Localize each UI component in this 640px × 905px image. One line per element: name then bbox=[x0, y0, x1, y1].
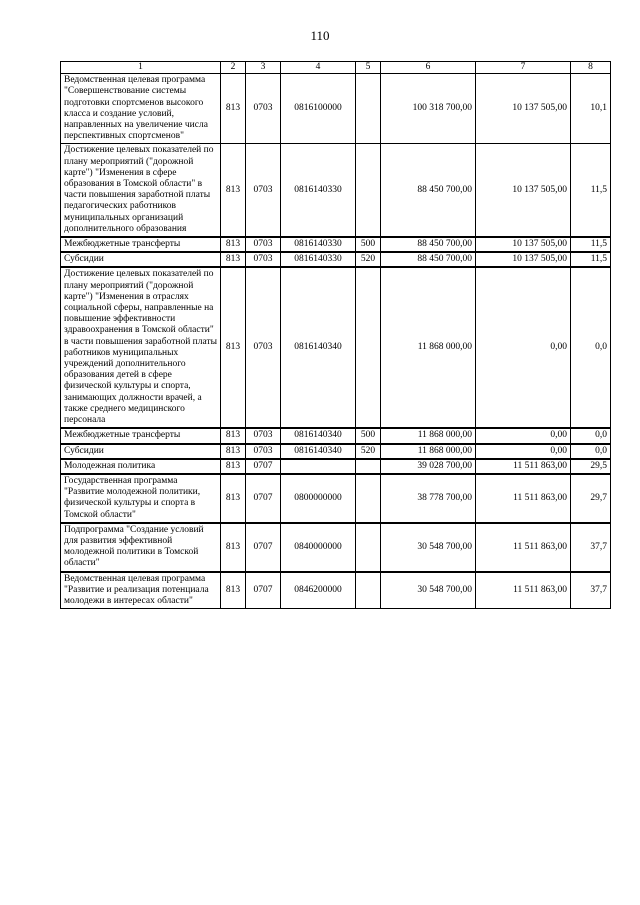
row-col3: 0703 bbox=[246, 74, 281, 144]
table-row bbox=[61, 267, 611, 428]
row-col4: 0816100000 bbox=[281, 74, 356, 144]
row-col4: 0816140330 bbox=[281, 252, 356, 267]
row-col2: 813 bbox=[221, 523, 246, 572]
row-col2: 813 bbox=[221, 572, 246, 609]
row-col8: 37,7 bbox=[571, 572, 611, 609]
row-col2: 813 bbox=[221, 267, 246, 428]
row-col6: 11 868 000,00 bbox=[381, 428, 476, 443]
table-row bbox=[61, 74, 611, 144]
header-cell: 6 bbox=[381, 62, 476, 74]
row-col5 bbox=[356, 267, 381, 428]
row-col2: 813 bbox=[221, 74, 246, 144]
row-col5: 500 bbox=[356, 428, 381, 443]
row-col4: 0816140340 bbox=[281, 267, 356, 428]
row-name: Субсидии bbox=[61, 252, 221, 267]
header-cell: 4 bbox=[281, 62, 356, 74]
table-row bbox=[61, 144, 611, 237]
row-name: Субсидии bbox=[61, 444, 221, 459]
row-col8: 29,5 bbox=[571, 459, 611, 474]
row-col5 bbox=[356, 523, 381, 572]
row-col6: 38 778 700,00 bbox=[381, 474, 476, 523]
row-col6: 88 450 700,00 bbox=[381, 252, 476, 267]
row-col3: 0707 bbox=[246, 523, 281, 572]
row-col7: 0,00 bbox=[476, 444, 571, 459]
table-row bbox=[61, 474, 611, 523]
row-col3: 0703 bbox=[246, 144, 281, 237]
row-col3: 0703 bbox=[246, 444, 281, 459]
row-col4: 0816140340 bbox=[281, 428, 356, 443]
row-name: Ведомственная целевая программа "Развитие и реализация потенциала молодежи в интересах области" bbox=[61, 572, 221, 609]
table-row bbox=[61, 459, 611, 474]
row-col7: 10 137 505,00 bbox=[476, 74, 571, 144]
row-col8: 11,5 bbox=[571, 252, 611, 267]
row-col5: 500 bbox=[356, 237, 381, 252]
row-col7: 11 511 863,00 bbox=[476, 572, 571, 609]
row-col3: 0703 bbox=[246, 252, 281, 267]
row-col4: 0816140340 bbox=[281, 444, 356, 459]
row-col6: 100 318 700,00 bbox=[381, 74, 476, 144]
row-col6: 11 868 000,00 bbox=[381, 444, 476, 459]
row-name: Подпрограмма "Создание условий для развития эффективной молодежной политики в Томской области" bbox=[61, 523, 221, 572]
row-col6: 88 450 700,00 bbox=[381, 144, 476, 237]
row-col2: 813 bbox=[221, 474, 246, 523]
row-col3: 0707 bbox=[246, 572, 281, 609]
row-name: Государственная программа "Развитие молодежной политики, физической культуры и спорта в Томской области" bbox=[61, 474, 221, 523]
row-col3: 0703 bbox=[246, 428, 281, 443]
table-row bbox=[61, 523, 611, 572]
row-col8: 37,7 bbox=[571, 523, 611, 572]
row-col7: 10 137 505,00 bbox=[476, 144, 571, 237]
header-cell: 2 bbox=[221, 62, 246, 74]
row-col8: 29,7 bbox=[571, 474, 611, 523]
row-col2: 813 bbox=[221, 252, 246, 267]
row-col7: 11 511 863,00 bbox=[476, 523, 571, 572]
row-col6: 11 868 000,00 bbox=[381, 267, 476, 428]
row-col7: 0,00 bbox=[476, 267, 571, 428]
page-number: 110 bbox=[310, 28, 330, 43]
row-col4: 0846200000 bbox=[281, 572, 356, 609]
row-col3: 0703 bbox=[246, 237, 281, 252]
row-col2: 813 bbox=[221, 459, 246, 474]
row-col5 bbox=[356, 572, 381, 609]
row-col6: 88 450 700,00 bbox=[381, 237, 476, 252]
row-col2: 813 bbox=[221, 444, 246, 459]
row-col4: 0800000000 bbox=[281, 474, 356, 523]
header-cell: 5 bbox=[356, 62, 381, 74]
row-col7: 10 137 505,00 bbox=[476, 237, 571, 252]
row-col5 bbox=[356, 144, 381, 237]
row-name: Достижение целевых показателей по плану мероприятий ("дорожной карте") "Изменения в сфере образования в Томской области" в части повышения заработной платы педагогических работников муниципальных организаций дополнительного образования bbox=[61, 144, 221, 237]
row-col6: 30 548 700,00 bbox=[381, 523, 476, 572]
row-col4: 0816140330 bbox=[281, 144, 356, 237]
row-col8: 10,1 bbox=[571, 74, 611, 144]
row-col7: 10 137 505,00 bbox=[476, 252, 571, 267]
row-col8: 11,5 bbox=[571, 144, 611, 237]
row-col2: 813 bbox=[221, 428, 246, 443]
row-col2: 813 bbox=[221, 237, 246, 252]
row-col8: 11,5 bbox=[571, 237, 611, 252]
table-row bbox=[61, 572, 611, 609]
row-col3: 0703 bbox=[246, 267, 281, 428]
row-name: Ведомственная целевая программа "Совершенствование системы подготовки спортсменов высокого класса и создание условий, направленных на увеличение числа перспективных спортсменов" bbox=[61, 74, 221, 144]
budget-table bbox=[60, 61, 611, 609]
header-cell: 1 bbox=[61, 62, 221, 74]
table-row bbox=[61, 237, 611, 252]
table-row bbox=[61, 444, 611, 459]
row-col6: 30 548 700,00 bbox=[381, 572, 476, 609]
row-col4: 0840000000 bbox=[281, 523, 356, 572]
row-name: Межбюджетные трансферты bbox=[61, 428, 221, 443]
row-name: Достижение целевых показателей по плану мероприятий ("дорожной карте") "Изменения в отраслях социальной сферы, направленные на повышение эффективности здравоохранения в Томской области" в части повышения заработной платы работников муниципальных учреждений дополнительного образования детей в сфере физической культуры и спорта, занимающих должности врачей, а также среднего медицинского персонала bbox=[61, 267, 221, 428]
row-col5: 520 bbox=[356, 252, 381, 267]
row-col8: 0,0 bbox=[571, 444, 611, 459]
row-col5: 520 bbox=[356, 444, 381, 459]
row-col7: 11 511 863,00 bbox=[476, 474, 571, 523]
row-col5 bbox=[356, 74, 381, 144]
header-cell: 8 bbox=[571, 62, 611, 74]
table-row bbox=[61, 252, 611, 267]
row-col7: 11 511 863,00 bbox=[476, 459, 571, 474]
row-col6: 39 028 700,00 bbox=[381, 459, 476, 474]
row-col5 bbox=[356, 474, 381, 523]
row-col4 bbox=[281, 459, 356, 474]
row-name: Межбюджетные трансферты bbox=[61, 237, 221, 252]
row-col3: 0707 bbox=[246, 474, 281, 523]
row-col8: 0,0 bbox=[571, 267, 611, 428]
header-row bbox=[61, 62, 611, 74]
row-col5 bbox=[356, 459, 381, 474]
row-name: Молодежная политика bbox=[61, 459, 221, 474]
header-cell: 7 bbox=[476, 62, 571, 74]
row-col7: 0,00 bbox=[476, 428, 571, 443]
row-col3: 0707 bbox=[246, 459, 281, 474]
header-cell: 3 bbox=[246, 62, 281, 74]
row-col2: 813 bbox=[221, 144, 246, 237]
row-col4: 0816140330 bbox=[281, 237, 356, 252]
row-col8: 0,0 bbox=[571, 428, 611, 443]
table-row bbox=[61, 428, 611, 443]
